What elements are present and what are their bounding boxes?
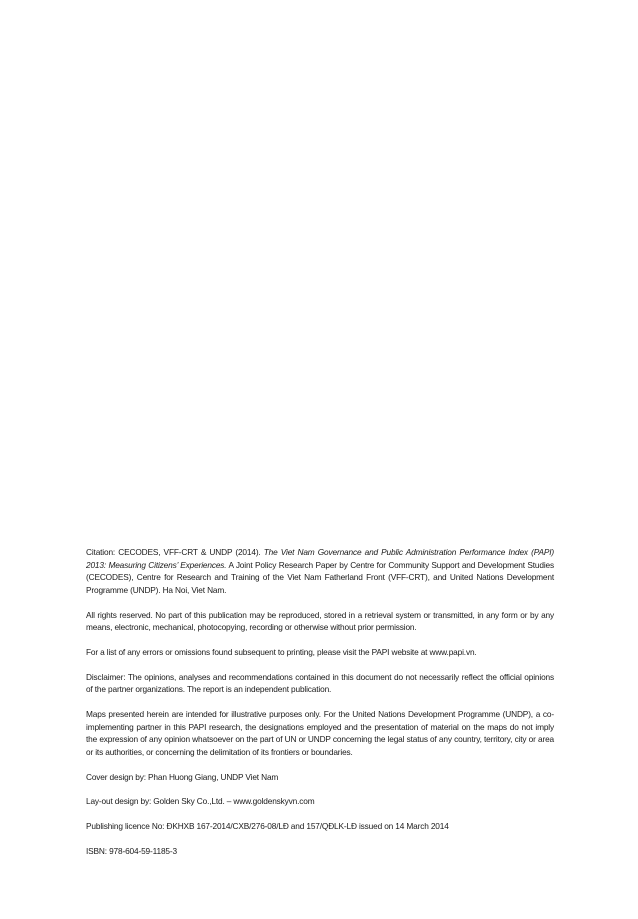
cover-design-line: Cover design by: Phan Huong Giang, UNDP Viet Nam xyxy=(86,771,279,782)
rights-paragraph: All rights reserved. No part of this publication may be reproduced, stored in a retrieval system or transmitted, in any form or by any means, electronic, mechanical, photocopying, recording or otherwise without prior permission. xyxy=(86,609,554,633)
isbn-line: ISBN: 978-604-59-1185-3 xyxy=(86,846,177,856)
citation-paragraph xyxy=(86,546,554,596)
maps-paragraph: Maps presented herein are intended for illustrative purposes only. For the United Nations Development Programme (UNDP), a co-implementing partner in this PAPI research, the designations employed and the presentation of material on the maps do not imply the expression of any opinion whatsoever on the part of UN or UNDP concerning the legal status of any country, territory, city or area or its authorities, or concerning the delimitation of its frontiers or boundaries. xyxy=(86,709,554,757)
citation-rest: A Joint Policy Research Paper by Centre for Community Support and Development Studies (CECODES), Centre for Research and Training of the Viet Nam Fatherland Front (VFF-CRT), and United Nations Development Programme (UNDP). Ha Noi, Viet Nam. xyxy=(86,559,554,595)
colophon-block xyxy=(86,546,554,870)
citation-lead: Citation: CECODES, VFF-CRT & UNDP (2014). xyxy=(86,547,264,557)
errata-paragraph: For a list of any errors or omissions found subsequent to printing, please visit the PAPI website at www.papi.vn. xyxy=(86,646,477,657)
publishing-licence-line: Publishing licence No: ĐKHXB 167-2014/CXB/276-08/LĐ and 157/QĐLK-LĐ issued on 14 March 2014 xyxy=(86,821,449,832)
disclaimer-paragraph: Disclaimer: The opinions, analyses and recommendations contained in this document do not necessarily reflect the official opinions of the partner organizations. The report is an independent publication. xyxy=(86,671,554,695)
citation-title: The Viet Nam Governance and Public Administration Performance Index (PAPI) 2013: Measuring Citizens’ Experiences. xyxy=(86,547,555,570)
layout-design-line: Lay-out design by: Golden Sky Co.,Ltd. – www.goldenskyvn.com xyxy=(86,796,315,807)
